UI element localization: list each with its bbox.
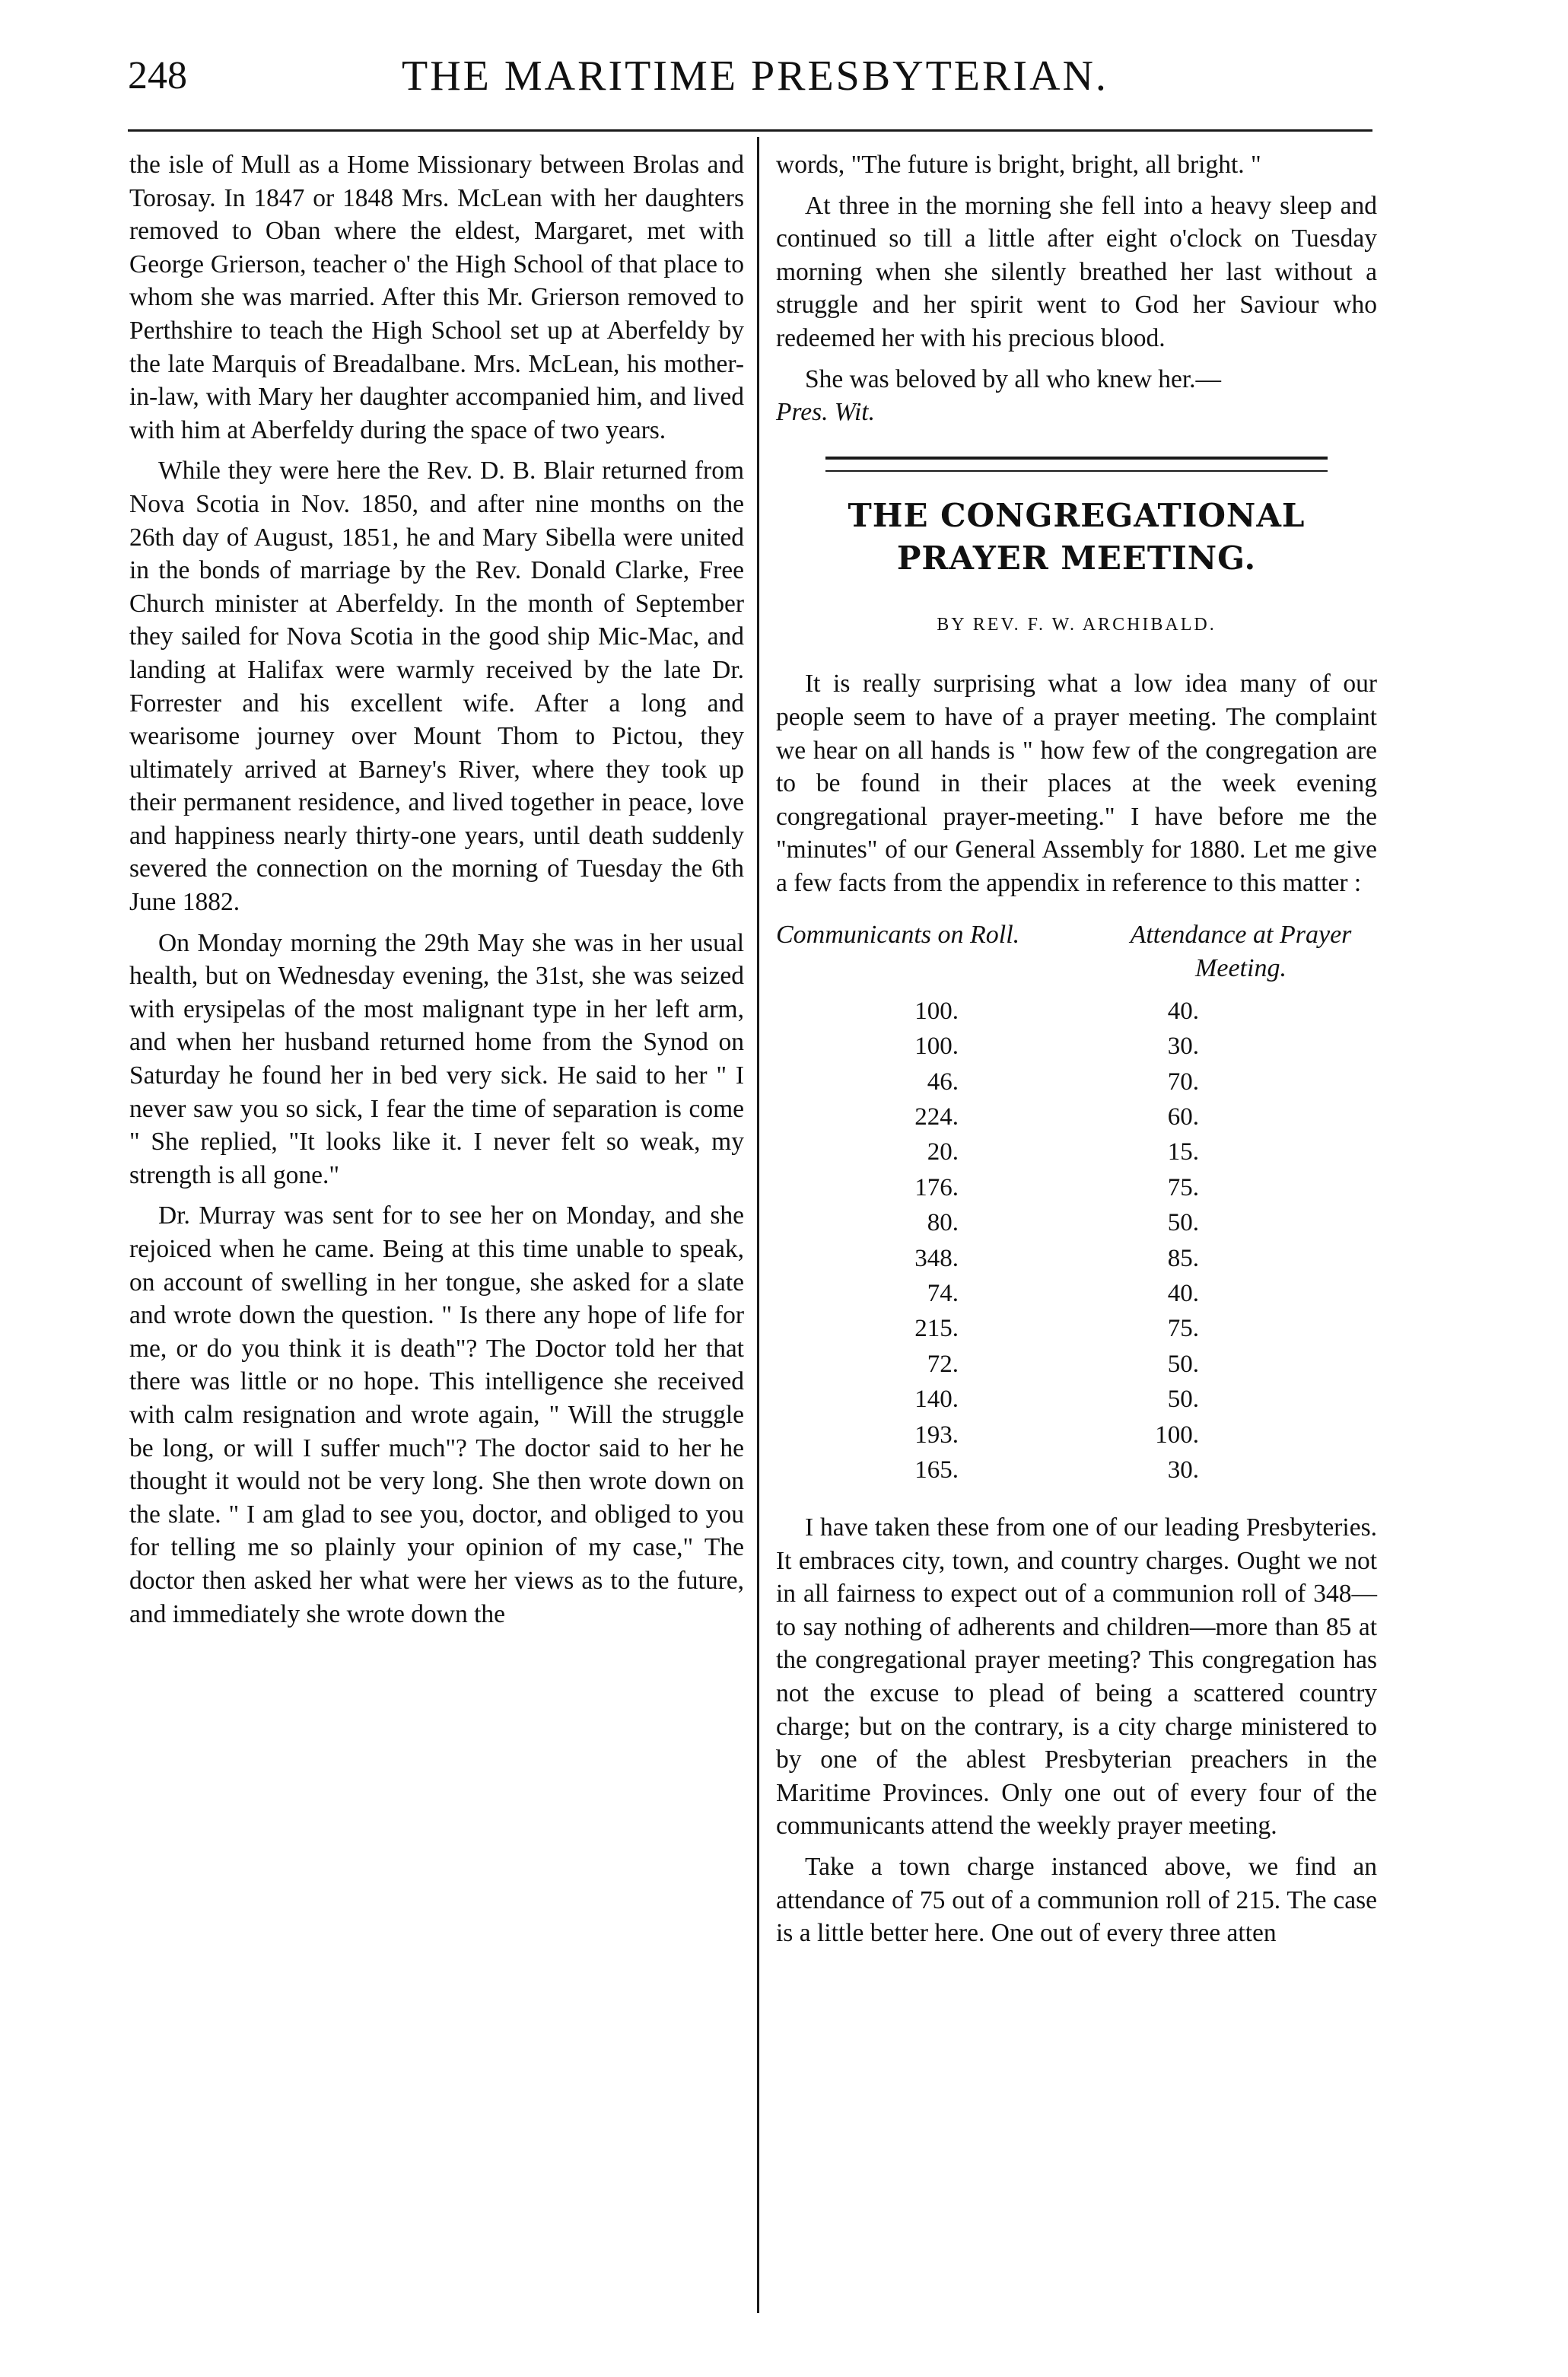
attendance-cell: 40. bbox=[1167, 1280, 1199, 1308]
attendance-cell: 30. bbox=[1167, 1456, 1199, 1484]
table-row bbox=[898, 1418, 1199, 1453]
attendance-cell: 85. bbox=[1167, 1244, 1199, 1272]
right-column bbox=[776, 148, 1377, 1950]
attendance-cell: 70. bbox=[1167, 1068, 1199, 1096]
communicants-cell: 215. bbox=[914, 1315, 959, 1343]
page-header bbox=[128, 47, 1376, 108]
left-paragraph-2: While they were here the Rev. D. B. Blair returned from Nova Scotia in Nov. 1850, and after nine months on the 26th day of August, 1851, he and Mary Sibella were united in the bonds of marriage by the Rev. Donald Clarke, Free Church minister at Aberfeldy. In the month of September they sailed for Nova Scotia in the good ship Mic-Mac, and landing at Halifax were warmly received by the late Dr. Forrester and his excellent wife. After a long and wearisome journey over Mount Thom to Pictou, they ultimately arrived at Barney's River, where they took up their permanent residence, and lived together in peace, love and happiness nearly thirty-one years, until death suddenly severed the connection on the morning of Tuesday the 6th June 1882. bbox=[129, 457, 744, 917]
table-header-attendance: Attendance at Prayer Meeting. bbox=[1130, 920, 1352, 982]
right-paragraph-2: At three in the morning she fell into a heavy sleep and continued so till a little after eight o'clock on Tuesday morning when she silently breathed her last without a struggle and her spirit went to God her Saviour who redeemed her with his precious blood. bbox=[776, 191, 1377, 352]
left-paragraph-1: the isle of Mull as a Home Missionary between Brolas and Torosay. In 1847 or 1848 Mrs. McLean with her daughters removed to Oban where the eldest, Margaret, met with George Grierson, teacher o' the High School of that place to whom she was married. After this Mr. Grierson removed to Perthshire to teach the High School set up at Aberfeldy by the late Marquis of Breadalbane. Mrs. McLean, his mother-in-law, with Mary her daughter accompanied him, and lived with him at Aberfeldy during the space of two years. bbox=[129, 151, 744, 444]
communicants-cell: 193. bbox=[914, 1421, 959, 1449]
communicants-cell: 46. bbox=[927, 1068, 959, 1096]
source-credit: Pres. Wit. bbox=[776, 398, 875, 427]
attendance-cell: 50. bbox=[1167, 1209, 1199, 1237]
attendance-cell: 40. bbox=[1167, 997, 1199, 1025]
attendance-cell: 75. bbox=[1167, 1315, 1199, 1343]
table-row bbox=[898, 994, 1199, 1029]
communicants-cell: 140. bbox=[914, 1386, 959, 1414]
communicants-cell: 100. bbox=[914, 1033, 959, 1061]
article-title: THE CONGREGATIONAL PRAYER MEETING. bbox=[848, 496, 1306, 577]
header-rule bbox=[128, 129, 1372, 132]
communicants-cell: 80. bbox=[927, 1209, 959, 1237]
table-row bbox=[898, 1170, 1199, 1205]
communicants-cell: 165. bbox=[914, 1456, 959, 1484]
table-row bbox=[898, 1206, 1199, 1241]
communicants-cell: 176. bbox=[914, 1173, 959, 1201]
communicants-cell: 224. bbox=[914, 1103, 959, 1131]
left-paragraph-3: On Monday morning the 29th May she was in her usual health, but on Wednesday evening, the 31st, she was seized with erysipelas of the most malignant type in her left arm, and when her husband returned home from the Synod on Saturday he found her in bed very sick. He said to her " I never saw you so sick, I fear the time of separation is come " She replied, "It looks like it. I never felt so weak, my strength is all gone." bbox=[129, 928, 744, 1189]
article-byline: BY REV. F. W. ARCHIBALD. bbox=[937, 614, 1217, 635]
attendance-cell: 75. bbox=[1167, 1173, 1199, 1201]
attendance-cell: 50. bbox=[1167, 1386, 1199, 1414]
right-paragraph-town-charge: Take a town charge instanced above, we find an attendance of 75 out of a communion roll of 215. The case is a little better here. One out of every three atten bbox=[776, 1852, 1377, 1948]
table-row bbox=[898, 1135, 1199, 1170]
communicants-cell: 348. bbox=[914, 1244, 959, 1272]
right-paragraph-3 bbox=[776, 363, 1377, 429]
intro-paragraph: It is really surprising what a low idea many of our people seem to have of a prayer meeting. The complaint we hear on all hands is " how few of the congregation are to be found in their places at the week evening congregational prayer-meeting." I have before me the "minutes" of our General Assembly for 1880. Let me give a few facts from the appendix in reference to this matter : bbox=[776, 670, 1377, 897]
journal-title: THE MARITIME PRESBYTERIAN. bbox=[402, 53, 1108, 100]
communicants-cell: 74. bbox=[927, 1280, 959, 1308]
attendance-cell: 100. bbox=[1155, 1421, 1199, 1449]
attendance-table bbox=[898, 994, 1199, 1488]
article-separator bbox=[825, 457, 1328, 472]
right-paragraph-analysis: I have taken these from one of our leading Presbyteries. It embraces city, town, and country charges. Ought we not in all fairness to expect out of a communion roll of 348—to say nothing of adherents and children—more than 85 at the congregational prayer meeting? This congregation has not the excuse to plead of being a scattered country charge; but on the contrary, is a city charge ministered to by one of the ablest Presbyterian preachers in the Maritime Provinces. Only one out of every four of the communicants attend the weekly prayer meeting. bbox=[776, 1513, 1377, 1841]
table-row bbox=[898, 1241, 1199, 1276]
attendance-cell: 30. bbox=[1167, 1033, 1199, 1061]
left-column bbox=[129, 148, 744, 1631]
table-header bbox=[776, 918, 1377, 994]
table-row bbox=[898, 1100, 1199, 1135]
page-number: 248 bbox=[128, 54, 187, 97]
table-row bbox=[898, 1453, 1199, 1488]
table-header-communicants: Communicants on Roll. bbox=[776, 920, 1020, 949]
right-paragraph-1: words, "The future is bright, bright, all bright. " bbox=[776, 151, 1261, 179]
communicants-cell: 20. bbox=[927, 1138, 959, 1166]
column-divider bbox=[757, 137, 759, 2313]
table-row bbox=[898, 1064, 1199, 1099]
table-row bbox=[898, 1312, 1199, 1347]
attendance-cell: 50. bbox=[1167, 1350, 1199, 1378]
table-row bbox=[898, 1383, 1199, 1418]
table-row bbox=[898, 1277, 1199, 1312]
table-row bbox=[898, 1029, 1199, 1064]
table-row bbox=[898, 1347, 1199, 1382]
attendance-cell: 15. bbox=[1167, 1138, 1199, 1166]
left-paragraph-4: Dr. Murray was sent for to see her on Monday, and she rejoiced when he came. Being at this time unable to speak, on account of swelling in her tongue, she asked for a slate and wrote down the question. " Is there any hope of life for me, or do you think it is death"? The Doctor told her that there was little or no hope. This intelligence she received with calm resignation and wrote again, " Will the struggle be long, or will I suffer much"? The doctor said to her he thought it would not be very long. She then wrote down on the slate. " I am glad to see you, doctor, and obliged to you for telling me so plainly your opinion of my case," The doctor then asked her what were her views as to the future, and immediately she wrote down the bbox=[129, 1201, 744, 1628]
communicants-cell: 100. bbox=[914, 997, 959, 1025]
attendance-cell: 60. bbox=[1167, 1103, 1199, 1131]
closing-sentence: She was beloved by all who knew her.— bbox=[805, 364, 1222, 393]
communicants-cell: 72. bbox=[927, 1350, 959, 1378]
